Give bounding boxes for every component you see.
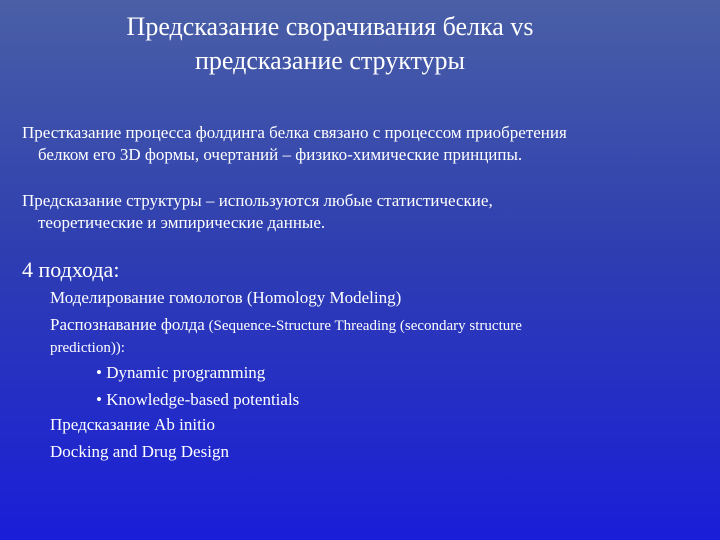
approach-ab-initio-label: Предсказание Ab initio xyxy=(50,415,216,434)
bullet-dynamic-programming: • Dynamic programming xyxy=(96,363,266,382)
paragraph-folding xyxy=(22,122,702,166)
approach-fold-label: Распознавание фолда xyxy=(50,315,205,334)
paragraph-folding-line-2: белком его 3D формы, очертаний – физико-химические принципы. xyxy=(38,145,523,164)
slide-title xyxy=(0,10,660,78)
slide-title-line-2: предсказание структуры xyxy=(195,46,465,75)
approach-homology-modeling xyxy=(50,287,401,309)
paragraph-structure-line-2: теоретические и эмпирические данные. xyxy=(38,213,326,232)
paragraph-folding-line-1: Престказание процесса фолдинга белка связано с процессом приобретения xyxy=(22,123,567,142)
paragraph-structure xyxy=(22,190,702,234)
approach-homology-label: Моделирование гомологов (Homology Modeling) xyxy=(50,288,402,307)
approach-fold-recognition xyxy=(50,314,522,337)
bullet-knowledge-based-potentials: • Knowledge-based potentials xyxy=(96,390,300,409)
paragraph-structure-line-1: Предсказание структуры – используются любые статистические, xyxy=(22,191,493,210)
approach-ab-initio xyxy=(50,414,215,436)
approach-docking-label: Docking and Drug Design xyxy=(50,442,229,461)
slide-title-line-1: Предсказание сворачивания белка vs xyxy=(126,12,534,41)
approach-fold-detail-continued: prediction)): xyxy=(50,340,125,356)
approach-fold-detail: (Sequence-Structure Threading (secondary structure xyxy=(204,318,522,334)
approach-docking xyxy=(50,441,229,463)
approaches-heading: 4 подхода: xyxy=(22,257,120,282)
